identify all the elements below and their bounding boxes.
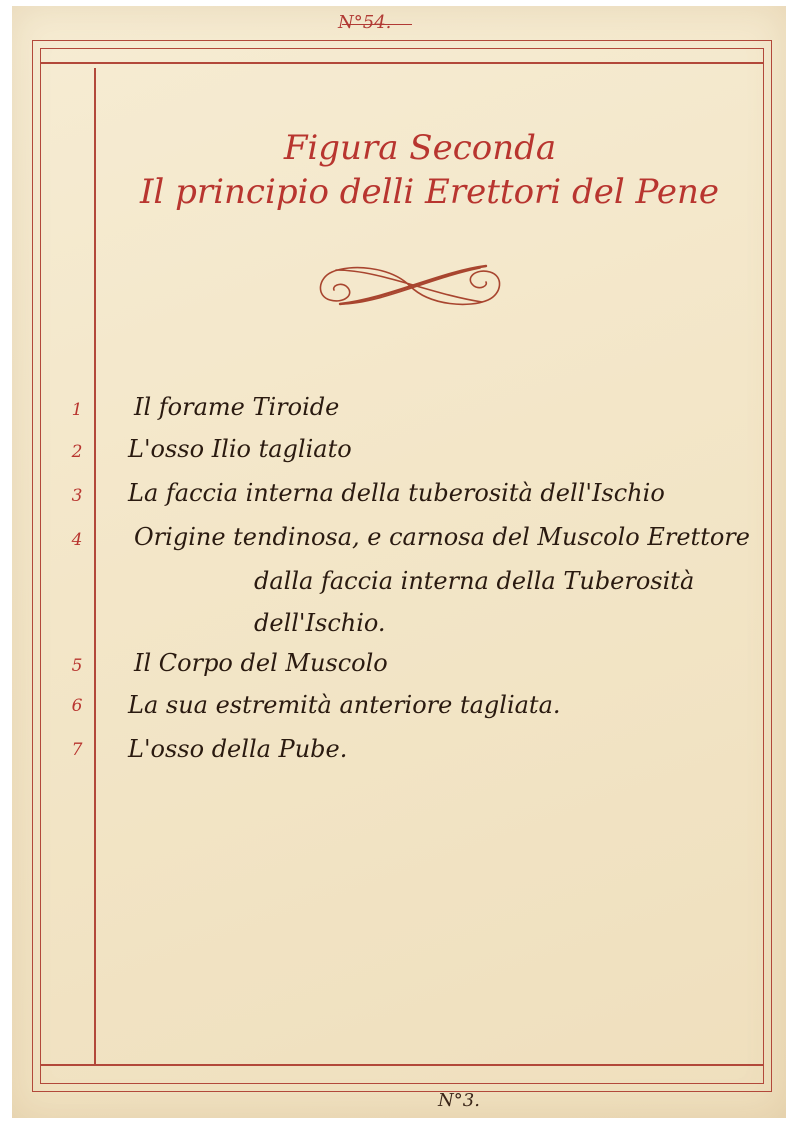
entry-text: La sua estremità anteriore tagliata.	[128, 691, 561, 719]
entry-number: 1	[71, 400, 83, 420]
bottom-page-mark: N°3.	[438, 1090, 480, 1111]
entry-number: 4	[71, 530, 83, 550]
entry-text: Il forame Tiroide	[134, 393, 340, 421]
entry-text-continuation: dell'Ischio.	[254, 609, 386, 637]
figure-subtitle: Il principio delli Erettori del Pene	[140, 172, 720, 212]
margin-rule-line	[94, 68, 96, 1064]
entry-text: L'osso Ilio tagliato	[128, 435, 352, 463]
figure-title: Figura Seconda	[283, 128, 557, 168]
top-page-mark-text: N°54.	[338, 12, 392, 33]
top-rule-line	[40, 62, 764, 64]
entry-number: 7	[71, 740, 83, 760]
entry-number: 6	[71, 696, 83, 716]
entry-text: Origine tendinosa, e carnosa del Muscolo Erettore	[134, 523, 750, 551]
entry-text: La faccia interna della tuberosità dell'Ischio	[128, 479, 665, 507]
top-page-mark	[338, 10, 448, 36]
entry-number: 5	[71, 656, 83, 676]
bottom-rule-line	[40, 1064, 764, 1066]
entry-number: 3	[71, 486, 83, 506]
calligraphic-flourish-ornament	[310, 258, 510, 314]
entry-text: L'osso della Pube.	[128, 735, 348, 763]
entry-text-continuation: dalla faccia interna della Tuberosità	[254, 567, 695, 595]
entry-number: 2	[71, 442, 83, 462]
entry-text: Il Corpo del Muscolo	[134, 649, 388, 677]
